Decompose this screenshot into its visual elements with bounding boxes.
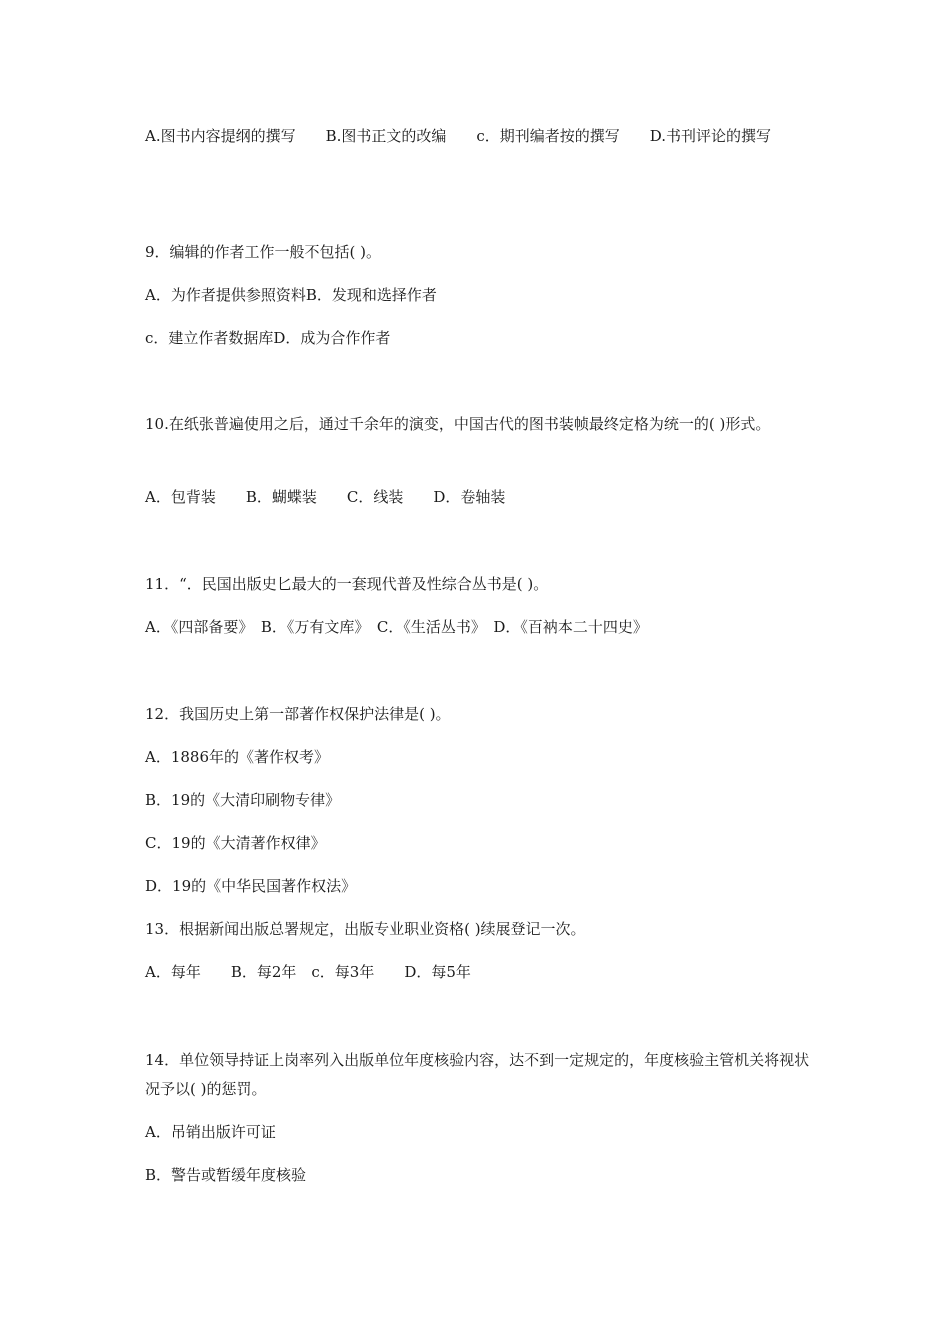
q8-options: A.图书内容提纲的撰写 B.图书正文的改编 c．期刊编者按的撰写 D.书刊评论的撰写 [145,127,772,145]
q13-options: A．每年 B．每2年 c．每3年 D．每5年 [145,963,471,981]
q12-option-c: C．19的《大清著作权律》 [145,834,326,852]
q14-option-b: B．警告或暂缓年度核验 [145,1166,307,1184]
q14-stem: 14．单位领导持证上岗率列入出版单位年度核验内容，达不到一定规定的，年度核验主管机关将视状况予以( )的惩罚。 [145,1051,810,1098]
q9-stem: 9．编辑的作者工作一般不包括( )。 [145,243,382,261]
q12-option-a: A．1886年的《著作权考》 [145,748,330,766]
q12-option-d: D．19的《中华民国著作权法》 [145,877,357,895]
q12-stem: 12．我国历史上第一部著作权保护法律是( )。 [145,705,451,723]
q9-options-line2: c．建立作者数据库D．成为合作作者 [145,329,391,347]
q13-stem: 13．根据新闻出版总署规定，出版专业职业资格( )续展登记一次。 [145,920,586,938]
q11-options: A．《四部备要》 B．《万有文库》 C．《生活丛书》 D．《百衲本二十四史》 [145,618,648,636]
q12-option-b: B．19的《大清印刷物专律》 [145,791,341,809]
q10-options: A．包背装 B．蝴蝶装 C．线装 D．卷轴装 [145,488,506,506]
q11-stem: 11．“．民国出版史匕最大的一套现代普及性综合丛书是( )。 [145,575,549,593]
q14-option-a: A．吊销出版许可证 [145,1123,276,1141]
q10-stem: 10.在纸张普遍使用之后，通过千余年的演变，中国古代的图书装帧最终定格为统一的( )形式。 [145,415,771,433]
q9-options-line1: A．为作者提供参照资料B．发现和选择作者 [145,286,437,304]
